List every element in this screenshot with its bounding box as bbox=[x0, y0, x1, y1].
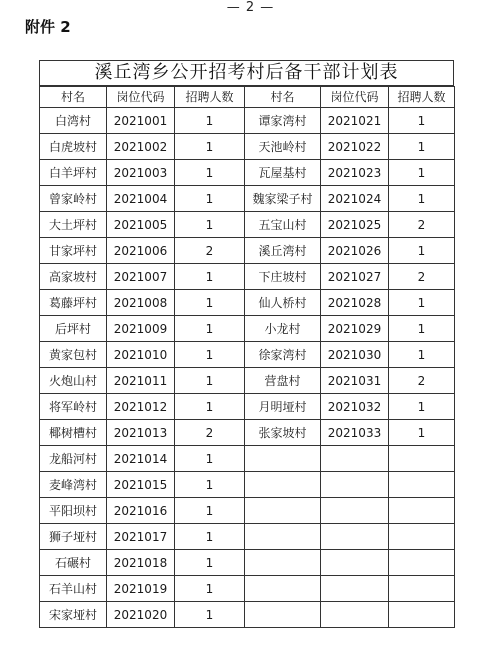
attachment-label: 附件 2 bbox=[25, 18, 71, 36]
position-code-cell: 2021013 bbox=[107, 420, 175, 446]
recruit-count-cell bbox=[389, 472, 455, 498]
village-name-cell: 葛藤坪村 bbox=[40, 290, 107, 316]
position-code-cell bbox=[321, 550, 389, 576]
column-header-count-left: 招聘人数 bbox=[175, 87, 245, 108]
recruit-count-cell bbox=[389, 576, 455, 602]
village-name-cell: 瓦屋基村 bbox=[245, 160, 321, 186]
position-code-cell: 2021028 bbox=[321, 290, 389, 316]
village-name-cell: 甘家坪村 bbox=[40, 238, 107, 264]
village-name-cell: 曾家岭村 bbox=[40, 186, 107, 212]
table-row bbox=[40, 342, 455, 368]
village-name-cell: 小龙村 bbox=[245, 316, 321, 342]
recruit-count-cell: 1 bbox=[175, 550, 245, 576]
table-row bbox=[40, 394, 455, 420]
position-code-cell: 2021025 bbox=[321, 212, 389, 238]
column-header-code-right: 岗位代码 bbox=[321, 87, 389, 108]
column-header-village-right: 村名 bbox=[245, 87, 321, 108]
position-code-cell: 2021015 bbox=[107, 472, 175, 498]
recruit-count-cell: 1 bbox=[175, 394, 245, 420]
position-code-cell: 2021017 bbox=[107, 524, 175, 550]
position-code-cell: 2021033 bbox=[321, 420, 389, 446]
recruit-count-cell: 1 bbox=[175, 602, 245, 628]
table-body bbox=[40, 108, 455, 628]
village-name-cell: 谭家湾村 bbox=[245, 108, 321, 134]
recruit-count-cell: 1 bbox=[389, 316, 455, 342]
position-code-cell bbox=[321, 472, 389, 498]
village-name-cell bbox=[245, 602, 321, 628]
position-code-cell bbox=[321, 446, 389, 472]
table-header-row bbox=[40, 87, 455, 108]
village-name-cell: 后坪村 bbox=[40, 316, 107, 342]
village-name-cell bbox=[245, 576, 321, 602]
position-code-cell: 2021029 bbox=[321, 316, 389, 342]
recruit-count-cell bbox=[389, 498, 455, 524]
position-code-cell: 2021001 bbox=[107, 108, 175, 134]
table-row bbox=[40, 550, 455, 576]
village-name-cell: 天池岭村 bbox=[245, 134, 321, 160]
recruitment-plan-table bbox=[39, 86, 455, 628]
table-row bbox=[40, 602, 455, 628]
village-name-cell bbox=[245, 550, 321, 576]
position-code-cell: 2021023 bbox=[321, 160, 389, 186]
position-code-cell: 2021011 bbox=[107, 368, 175, 394]
table-row bbox=[40, 238, 455, 264]
position-code-cell bbox=[321, 524, 389, 550]
village-name-cell: 石羊山村 bbox=[40, 576, 107, 602]
recruit-count-cell: 1 bbox=[175, 160, 245, 186]
recruit-count-cell: 1 bbox=[175, 368, 245, 394]
position-code-cell: 2021016 bbox=[107, 498, 175, 524]
position-code-cell: 2021021 bbox=[321, 108, 389, 134]
table-row bbox=[40, 134, 455, 160]
recruit-count-cell bbox=[389, 602, 455, 628]
recruit-count-cell bbox=[389, 524, 455, 550]
position-code-cell: 2021031 bbox=[321, 368, 389, 394]
recruit-count-cell: 1 bbox=[175, 498, 245, 524]
position-code-cell: 2021032 bbox=[321, 394, 389, 420]
position-code-cell: 2021030 bbox=[321, 342, 389, 368]
recruit-count-cell: 1 bbox=[175, 264, 245, 290]
village-name-cell: 月明垭村 bbox=[245, 394, 321, 420]
recruit-count-cell: 1 bbox=[175, 290, 245, 316]
table-row bbox=[40, 498, 455, 524]
recruit-count-cell: 1 bbox=[175, 524, 245, 550]
table-row bbox=[40, 472, 455, 498]
village-name-cell: 五宝山村 bbox=[245, 212, 321, 238]
village-name-cell: 仙人桥村 bbox=[245, 290, 321, 316]
village-name-cell: 白湾村 bbox=[40, 108, 107, 134]
recruit-count-cell: 1 bbox=[175, 134, 245, 160]
table-row bbox=[40, 186, 455, 212]
table-row bbox=[40, 368, 455, 394]
position-code-cell: 2021019 bbox=[107, 576, 175, 602]
village-name-cell: 白羊坪村 bbox=[40, 160, 107, 186]
position-code-cell: 2021012 bbox=[107, 394, 175, 420]
recruit-count-cell: 1 bbox=[175, 316, 245, 342]
village-name-cell bbox=[245, 472, 321, 498]
table-title: 溪丘湾乡公开招考村后备干部计划表 bbox=[39, 60, 454, 86]
recruit-count-cell: 1 bbox=[175, 342, 245, 368]
position-code-cell: 2021009 bbox=[107, 316, 175, 342]
recruit-count-cell: 1 bbox=[389, 238, 455, 264]
position-code-cell: 2021022 bbox=[321, 134, 389, 160]
village-name-cell: 高家坡村 bbox=[40, 264, 107, 290]
page-number: — 2 — bbox=[226, 0, 275, 15]
recruit-count-cell: 1 bbox=[175, 212, 245, 238]
position-code-cell: 2021020 bbox=[107, 602, 175, 628]
village-name-cell: 魏家梁子村 bbox=[245, 186, 321, 212]
table-row bbox=[40, 108, 455, 134]
village-name-cell: 张家坡村 bbox=[245, 420, 321, 446]
village-name-cell: 平阳坝村 bbox=[40, 498, 107, 524]
position-code-cell bbox=[321, 602, 389, 628]
village-name-cell: 龙船河村 bbox=[40, 446, 107, 472]
position-code-cell: 2021024 bbox=[321, 186, 389, 212]
position-code-cell: 2021007 bbox=[107, 264, 175, 290]
recruit-count-cell: 1 bbox=[389, 290, 455, 316]
recruit-count-cell: 1 bbox=[389, 342, 455, 368]
recruit-count-cell bbox=[389, 446, 455, 472]
village-name-cell: 石碾村 bbox=[40, 550, 107, 576]
table-row bbox=[40, 316, 455, 342]
position-code-cell: 2021008 bbox=[107, 290, 175, 316]
village-name-cell: 下庄坡村 bbox=[245, 264, 321, 290]
position-code-cell: 2021005 bbox=[107, 212, 175, 238]
recruit-count-cell: 1 bbox=[175, 108, 245, 134]
recruit-count-cell: 2 bbox=[389, 212, 455, 238]
village-name-cell bbox=[245, 446, 321, 472]
table-row bbox=[40, 446, 455, 472]
position-code-cell: 2021026 bbox=[321, 238, 389, 264]
table-row bbox=[40, 420, 455, 446]
table-row bbox=[40, 290, 455, 316]
recruit-count-cell: 1 bbox=[175, 576, 245, 602]
table-row bbox=[40, 524, 455, 550]
recruit-count-cell: 1 bbox=[389, 160, 455, 186]
position-code-cell bbox=[321, 576, 389, 602]
village-name-cell bbox=[245, 524, 321, 550]
position-code-cell: 2021018 bbox=[107, 550, 175, 576]
position-code-cell: 2021014 bbox=[107, 446, 175, 472]
recruit-count-cell bbox=[389, 550, 455, 576]
recruit-count-cell: 1 bbox=[175, 472, 245, 498]
position-code-cell: 2021006 bbox=[107, 238, 175, 264]
recruit-count-cell: 1 bbox=[389, 134, 455, 160]
village-name-cell: 火炮山村 bbox=[40, 368, 107, 394]
position-code-cell: 2021004 bbox=[107, 186, 175, 212]
village-name-cell: 将军岭村 bbox=[40, 394, 107, 420]
column-header-village-left: 村名 bbox=[40, 87, 107, 108]
position-code-cell: 2021003 bbox=[107, 160, 175, 186]
table-row bbox=[40, 264, 455, 290]
table-row bbox=[40, 212, 455, 238]
village-name-cell: 溪丘湾村 bbox=[245, 238, 321, 264]
village-name-cell: 麦峰湾村 bbox=[40, 472, 107, 498]
village-name-cell bbox=[245, 498, 321, 524]
recruit-count-cell: 1 bbox=[175, 446, 245, 472]
table-row bbox=[40, 576, 455, 602]
recruit-count-cell: 1 bbox=[389, 186, 455, 212]
village-name-cell: 宋家垭村 bbox=[40, 602, 107, 628]
village-name-cell: 白虎坡村 bbox=[40, 134, 107, 160]
village-name-cell: 徐家湾村 bbox=[245, 342, 321, 368]
position-code-cell: 2021010 bbox=[107, 342, 175, 368]
position-code-cell: 2021002 bbox=[107, 134, 175, 160]
recruitment-plan-table-frame bbox=[39, 60, 454, 628]
recruit-count-cell: 2 bbox=[175, 420, 245, 446]
village-name-cell: 黄家包村 bbox=[40, 342, 107, 368]
recruit-count-cell: 2 bbox=[389, 264, 455, 290]
recruit-count-cell: 2 bbox=[175, 238, 245, 264]
village-name-cell: 营盘村 bbox=[245, 368, 321, 394]
recruit-count-cell: 1 bbox=[175, 186, 245, 212]
position-code-cell: 2021027 bbox=[321, 264, 389, 290]
village-name-cell: 狮子垭村 bbox=[40, 524, 107, 550]
recruit-count-cell: 1 bbox=[389, 108, 455, 134]
recruit-count-cell: 1 bbox=[389, 420, 455, 446]
table-row bbox=[40, 160, 455, 186]
recruit-count-cell: 1 bbox=[389, 394, 455, 420]
recruit-count-cell: 2 bbox=[389, 368, 455, 394]
column-header-count-right: 招聘人数 bbox=[389, 87, 455, 108]
column-header-code-left: 岗位代码 bbox=[107, 87, 175, 108]
village-name-cell: 椰树槽村 bbox=[40, 420, 107, 446]
position-code-cell bbox=[321, 498, 389, 524]
village-name-cell: 大土坪村 bbox=[40, 212, 107, 238]
